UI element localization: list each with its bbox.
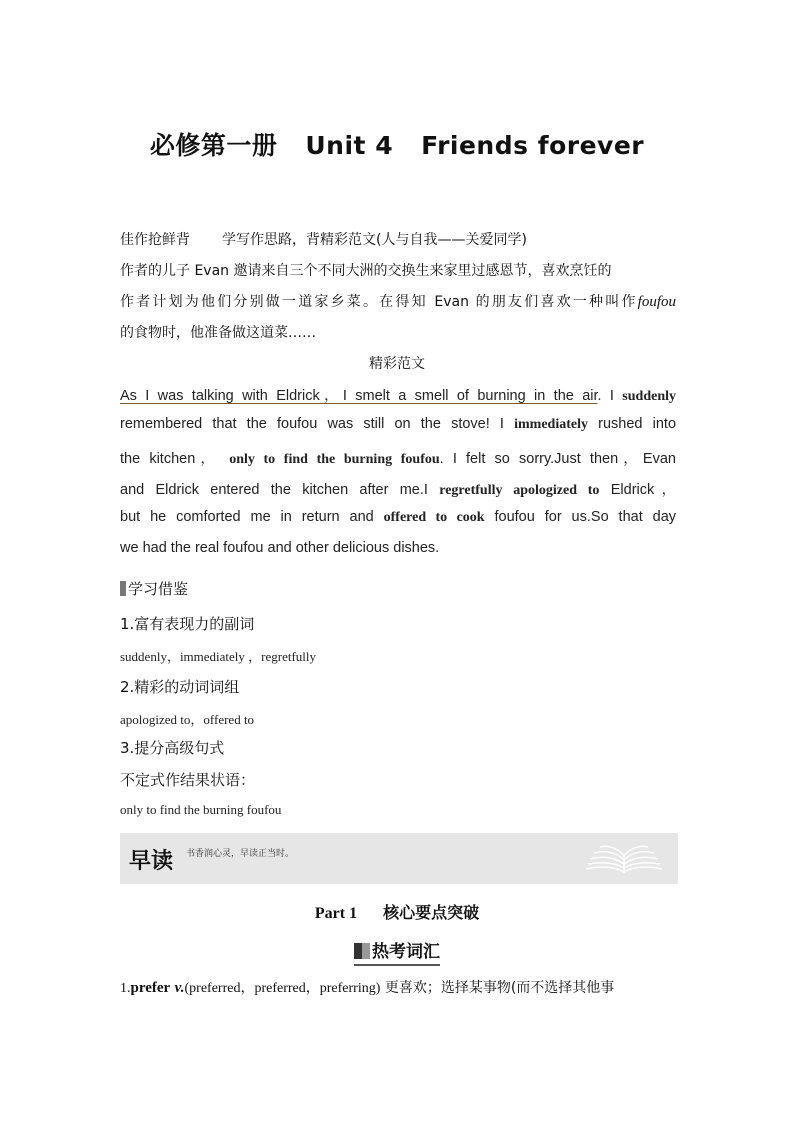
learn-item-title: 3.提分高级句式 xyxy=(120,739,225,757)
essay-line: remembered that the foufou was still on the stove! I immediately rushed into xyxy=(120,416,677,432)
book-name: 必修第一册 xyxy=(149,131,278,160)
section-marker-icon xyxy=(120,581,126,596)
part-name: 核心要点突破 xyxy=(383,903,480,922)
learn-item-subtitle: 不定式作结果状语： xyxy=(120,771,256,789)
morning-reading-banner xyxy=(120,833,678,884)
banner-title: 早读 xyxy=(129,849,174,874)
unit-name: Friends forever xyxy=(421,131,645,160)
part-number: Part 1 xyxy=(314,905,358,922)
intro-line: 作者计划为他们分别做一道家乡菜。在得知 Evan 的朋友们喜欢一种叫作foufou xyxy=(120,294,676,310)
section-label: 佳作抢鲜背 xyxy=(120,232,190,248)
essay-line: and Eldrick entered the kitchen after me.I regretfully apologized to Eldrick， xyxy=(120,482,677,498)
learn-item-title: 1.富有表现力的副词 xyxy=(120,615,255,633)
essay-line: we had the real foufou and other delicious dishes. xyxy=(120,540,440,556)
essay-line: but he comforted me in return and offered to cook foufou for us.So that day xyxy=(120,509,677,525)
page-title xyxy=(0,126,794,162)
part-heading xyxy=(0,900,794,923)
essay-line: the kitchen， only to find the burning foufou. I felt so sorry.Just then，Evan xyxy=(120,451,676,467)
intro-line: 作者的儿子 Evan 邀请来自三个不同大洲的交换生来家里过感恩节，喜欢烹饪的 xyxy=(120,263,612,279)
word-meaning: 更喜欢；选择某事物(而不选择其他事 xyxy=(384,980,615,996)
foufou-word: foufou xyxy=(637,294,676,310)
essay-line: As I was talking with Eldrick，I smelt a smell of burning in the air. I suddenly xyxy=(120,388,676,404)
learn-item-body: only to find the burning foufou xyxy=(120,802,282,817)
learn-item-title: 2.精彩的动词词组 xyxy=(120,678,240,696)
learn-heading: 学习借鉴 xyxy=(120,578,676,599)
section-marker-icon xyxy=(354,943,370,959)
banner-slogan: 书香润心灵，早读正当时。 xyxy=(186,849,295,859)
word-forms: (preferred，preferred，preferring) xyxy=(184,981,381,996)
learn-item-body: apologized to，offered to xyxy=(120,712,255,727)
vocab-word: prefer xyxy=(130,980,171,996)
open-book-icon xyxy=(584,842,664,876)
essay-heading: 精彩范文 xyxy=(369,356,425,372)
learn-item-body: suddenly，immediately ，regretfully xyxy=(120,649,317,664)
intro-line: 的食物时，他准备做这道菜…… xyxy=(120,325,316,341)
section-header xyxy=(120,229,676,249)
hot-words-heading: 热考词汇 xyxy=(0,937,794,966)
section-subtitle: 学写作思路，背精彩范文(人与自我——关爱同学) xyxy=(222,232,527,248)
part-of-speech: v. xyxy=(174,980,185,996)
unit-number: Unit 4 xyxy=(305,131,394,160)
vocab-entry: 1.prefer v.(preferred，preferred，preferring) 更喜欢；选择某事物(而不选择其他事 xyxy=(120,980,615,996)
